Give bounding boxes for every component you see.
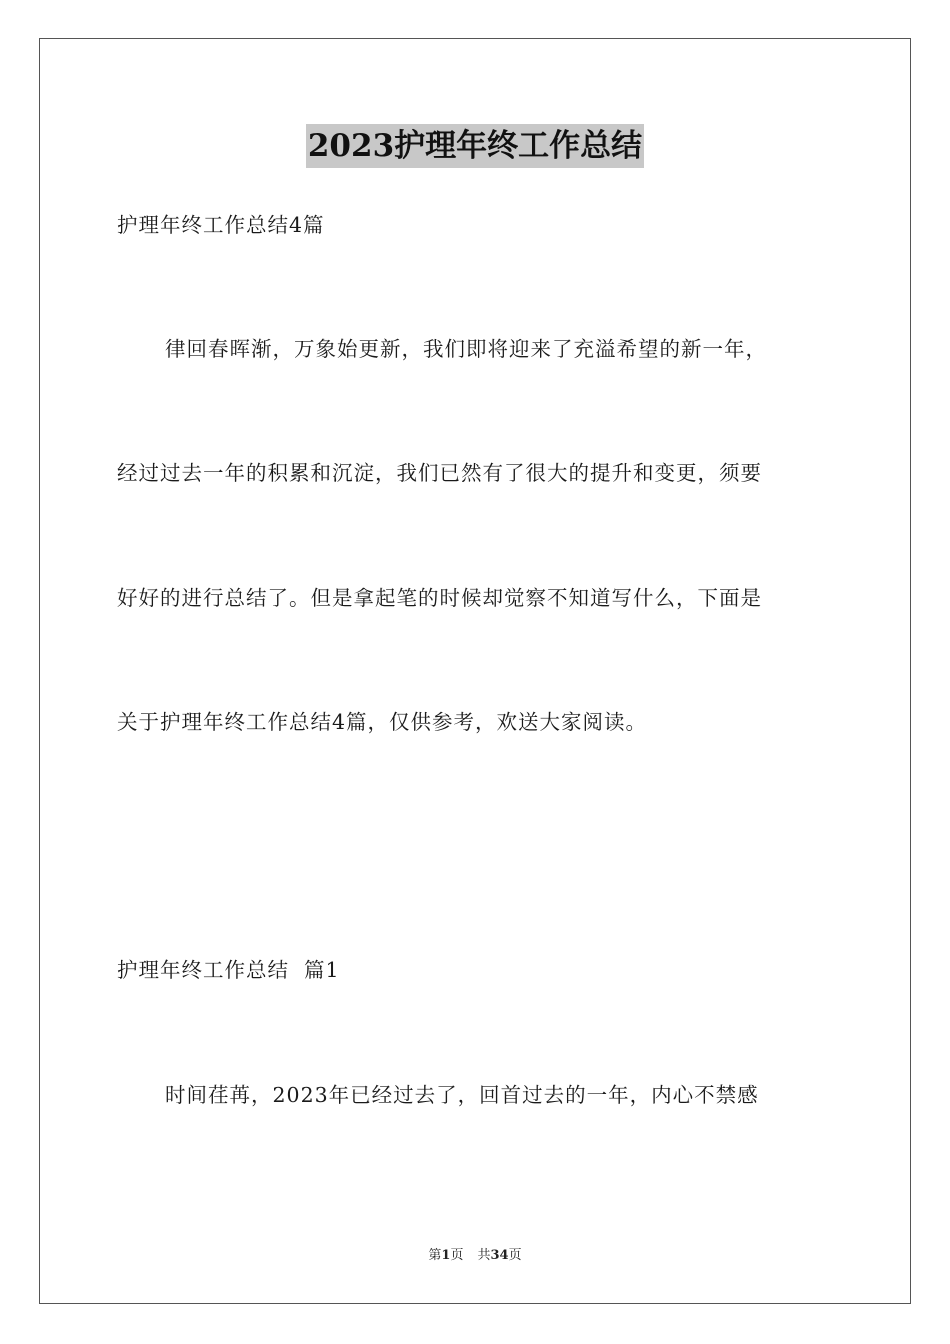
title-block	[0, 124, 950, 168]
intro-line-2: 经过过去一年的积累和沉淀，我们已然有了很大的提升和变更，须要	[117, 461, 762, 485]
intro-line-1: 律回春晖渐，万象始更新，我们即将迎来了充溢希望的新一年，	[165, 337, 767, 361]
footer-page-mid: 页	[450, 1248, 464, 1263]
document-title: 2023护理年终工作总结	[306, 124, 644, 168]
document-subtitle: 护理年终工作总结4篇	[117, 213, 325, 237]
footer-total-suffix: 页	[508, 1248, 522, 1263]
page-footer	[0, 1246, 950, 1266]
intro-line-3: 好好的进行总结了。但是拿起笔的时候却觉察不知道写什么，下面是	[117, 586, 762, 610]
footer-page-current: 1	[441, 1248, 451, 1263]
intro-line-4: 关于护理年终工作总结4篇，仅供参考，欢送大家阅读。	[117, 710, 648, 734]
footer-page-prefix: 第	[428, 1248, 442, 1263]
footer-total-prefix: 共	[477, 1248, 491, 1263]
section-paragraph-line-1: 时间荏苒，2023年已经过去了，回首过去的一年，内心不禁感	[165, 1083, 759, 1107]
section-heading: 护理年终工作总结 篇1	[117, 958, 340, 982]
footer-page-total: 34	[490, 1248, 509, 1263]
